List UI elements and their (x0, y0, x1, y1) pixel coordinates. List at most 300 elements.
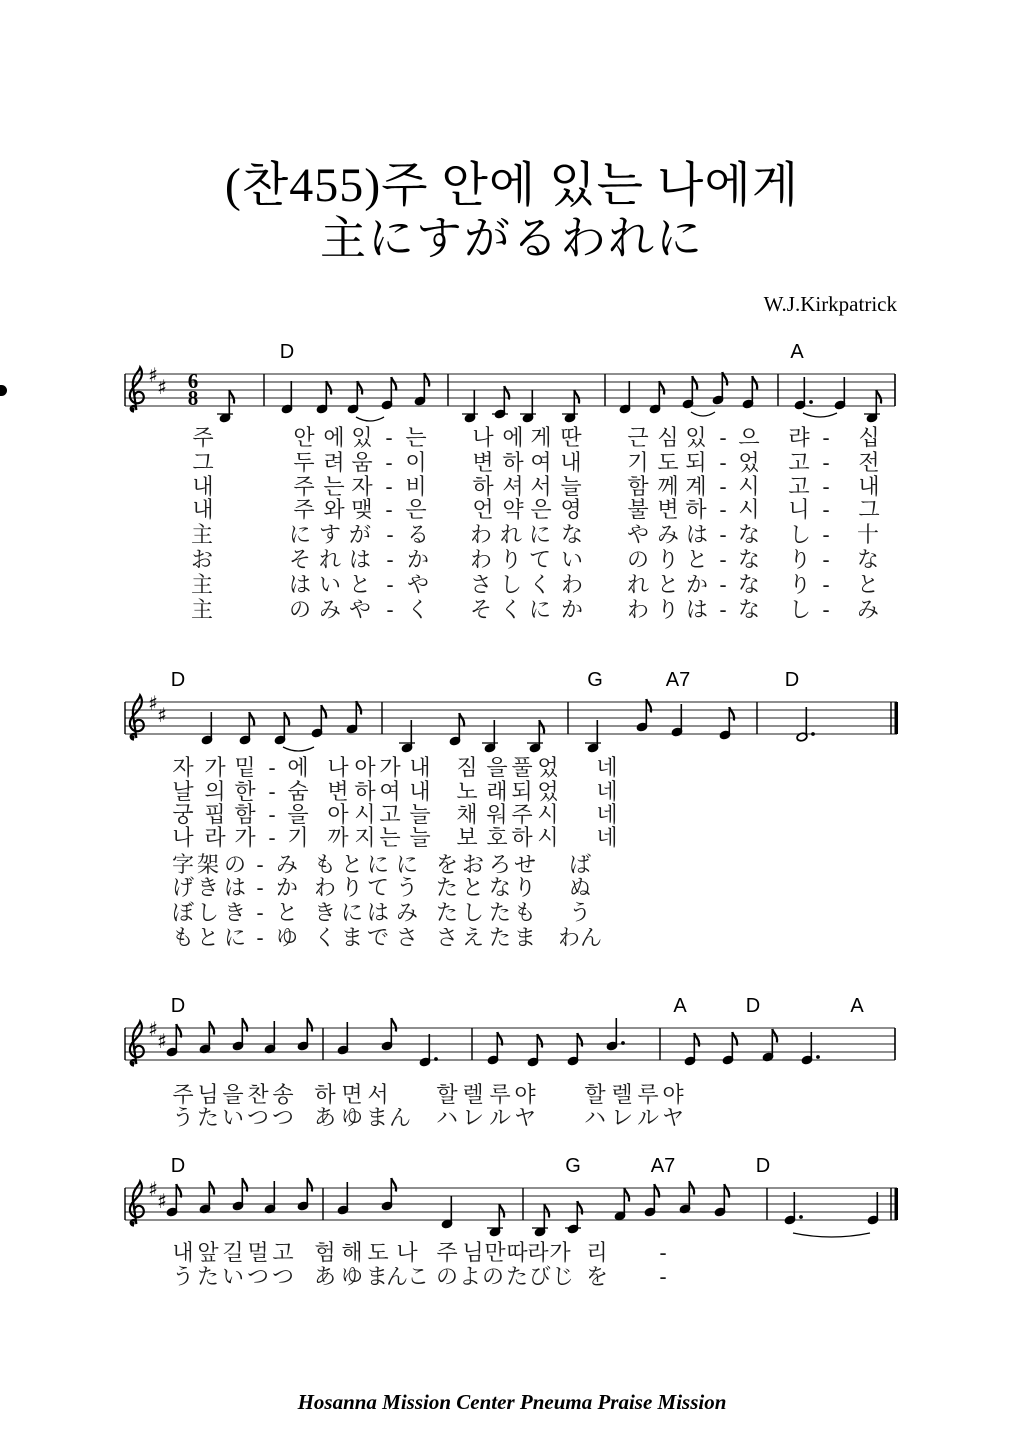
lyric-syllable: 라 (204, 825, 226, 850)
lyric-syllable: 었 (537, 755, 559, 780)
lyric-syllable: く (406, 597, 430, 622)
lyric-syllable: 는 (323, 474, 345, 499)
lyric-syllable: と (275, 900, 299, 925)
lyric-syllable: 가 (234, 825, 256, 850)
lyric-syllable: - (719, 474, 727, 499)
treble-clef-icon (131, 735, 135, 739)
lyric-syllable: 변 (327, 779, 349, 804)
lyric-syllable: ハ (583, 1105, 607, 1130)
lyric-syllable: ヤ (661, 1105, 685, 1130)
lyric-syllable: 기 (627, 450, 649, 475)
lyric-syllable: う (395, 875, 419, 900)
lyric-syllable: 고 (272, 1240, 294, 1265)
lyric-syllable: 늘 (409, 802, 431, 827)
lyric-syllable: お (461, 852, 485, 877)
lyric-syllable: 가 (379, 755, 401, 780)
lyric-syllable: り (340, 875, 364, 900)
lyric-syllable: - (822, 450, 830, 475)
lyric-syllable: ヤ (513, 1105, 537, 1130)
lyric-syllable: 주 (192, 425, 214, 450)
lyric-syllable: 변 (472, 450, 494, 475)
lyric-syllable: き (196, 875, 220, 900)
lyric-syllable: み (856, 597, 880, 622)
lyric-syllable: - (659, 1240, 667, 1265)
lyric-syllable: さ (395, 925, 419, 950)
lyric-syllable: 내 (409, 755, 431, 780)
lyric-syllable: 네 (596, 802, 618, 827)
lyric-syllable: 계 (685, 474, 707, 499)
chord-label: D (170, 1155, 186, 1177)
lyric-syllable: じ (551, 1264, 575, 1289)
lyric-syllable: 만 (484, 1240, 506, 1265)
lyric-syllable: 고 (788, 450, 810, 475)
sharp-icon: ♯ (157, 375, 167, 399)
lyric-syllable: れ (318, 547, 342, 572)
lyric-syllable: と (656, 572, 680, 597)
lyric-syllable: 고 (788, 474, 810, 499)
lyric-syllable: に (223, 925, 247, 950)
lyric-syllable: - (386, 547, 394, 572)
lyric-syllable: - (386, 597, 394, 622)
lyric-syllable: 주 (293, 474, 315, 499)
lyric-syllable: 가 (549, 1240, 571, 1265)
chord-label: A (850, 995, 864, 1017)
lyric-syllable: や (348, 597, 372, 622)
lyric-syllable: - (385, 425, 393, 450)
lyric-syllable: 전 (858, 450, 880, 475)
lyric-syllable: 여 (379, 779, 401, 804)
lyric-syllable: す (318, 522, 342, 547)
lyric-syllable: に (528, 522, 552, 547)
lyric-syllable: よ (458, 1264, 482, 1289)
lyric-syllable: 보 (456, 825, 478, 850)
lyric-syllable: 었 (738, 450, 760, 475)
lyric-syllable: み (656, 522, 680, 547)
treble-clef-icon (131, 1221, 135, 1225)
lyric-syllable: 은 (530, 497, 552, 522)
sharp-icon: ♯ (148, 691, 158, 715)
lyric-syllable: 날 (172, 779, 194, 804)
lyric-syllable: た (435, 875, 459, 900)
lyric-syllable: ば (568, 852, 592, 877)
lyric-syllable: 자 (351, 474, 373, 499)
lyric-syllable: 한 (234, 779, 256, 804)
lyric-syllable: う (171, 1264, 195, 1289)
lyric-syllable: 할 (584, 1082, 606, 1107)
lyric-syllable: 十 (856, 522, 880, 547)
lyric-syllable: - (822, 474, 830, 499)
lyric-syllable: ぬ (568, 875, 592, 900)
chord-label: D (170, 669, 186, 691)
lyric-syllable: - (719, 497, 727, 522)
lyric-syllable: 니 (788, 497, 810, 522)
lyric-syllable: 主 (190, 572, 214, 597)
lyric-syllable: 主 (190, 597, 214, 622)
lyric-syllable: れ (626, 572, 650, 597)
lyric-syllable: 나 (327, 755, 349, 780)
lyric-syllable: 노 (456, 779, 478, 804)
lyric-syllable: 나 (472, 425, 494, 450)
lyric-syllable: レ (610, 1105, 634, 1130)
lyric-syllable: み (318, 597, 342, 622)
lyric-syllable: - (385, 450, 393, 475)
lyric-syllable: - (386, 572, 394, 597)
lyric-syllable: 길 (222, 1240, 244, 1265)
lyric-syllable: 있 (351, 425, 373, 450)
lyric-syllable: 비 (405, 474, 427, 499)
lyric-syllable: - (822, 522, 830, 547)
lyric-syllable: 아 (354, 755, 376, 780)
lyric-syllable: 앞 (197, 1240, 219, 1265)
lyric-syllable: 하 (502, 450, 524, 475)
lyric-syllable: 시 (537, 825, 559, 850)
lyric-syllable: 을 (486, 755, 508, 780)
final-barline (895, 702, 899, 734)
lyric-syllable: 와 (323, 497, 345, 522)
lyric-syllable: 으 (738, 425, 760, 450)
lyric-syllable: ま (513, 925, 537, 950)
lyric-syllable: 내 (560, 450, 582, 475)
lyric-syllable: - (256, 875, 264, 900)
lyric-syllable: - (719, 597, 727, 622)
lyric-syllable: く (499, 597, 523, 622)
lyric-syllable: 래 (486, 779, 508, 804)
chord-label: A7 (665, 669, 691, 691)
augmentation-dot (816, 1055, 820, 1059)
lyric-syllable: 짐 (456, 755, 478, 780)
lyric-syllable: え (461, 925, 485, 950)
lyric-syllable: ろ (488, 852, 512, 877)
lyric-syllable: た (505, 1264, 529, 1289)
lyric-syllable: - (719, 547, 727, 572)
lyric-syllable: 찬 (247, 1082, 269, 1107)
lyric-syllable: 나 (172, 825, 194, 850)
augmentation-dot (621, 1041, 625, 1045)
title-japanese: 主にすがるわれに (320, 213, 704, 264)
chord-label: A7 (650, 1155, 676, 1177)
lyric-syllable: に (288, 522, 312, 547)
lyric-syllable: が (348, 522, 372, 547)
lyric-syllable: は (366, 900, 390, 925)
lyric-syllable: げ (171, 875, 195, 900)
lyric-syllable: 架 (196, 852, 220, 877)
lyric-syllable: び (528, 1264, 552, 1289)
lyric-syllable: わ (469, 547, 493, 572)
lyric-syllable: - (659, 1264, 667, 1289)
lyric-syllable: 하 (511, 825, 533, 850)
lyric-syllable: な (488, 875, 512, 900)
lyric-syllable: と (340, 852, 364, 877)
lyric-syllable: の (223, 852, 247, 877)
lyric-syllable: 할 (436, 1082, 458, 1107)
lyric-syllable: 지 (354, 825, 376, 850)
lyric-syllable: 는 (379, 825, 401, 850)
lyric-syllable: く (528, 572, 552, 597)
lyric-syllable: 시 (354, 802, 376, 827)
lyric-syllable: - (256, 900, 264, 925)
lyric-syllable: わ (469, 522, 493, 547)
treble-clef-icon (131, 1061, 135, 1065)
lyric-syllable: 이 (405, 450, 427, 475)
lyric-syllable: み (395, 900, 419, 925)
lyric-syllable: 자 (172, 755, 194, 780)
lyric-syllable: と (196, 925, 220, 950)
lyric-syllable: 렐 (611, 1082, 633, 1107)
lyric-syllable: り (788, 547, 812, 572)
lyric-syllable: や (406, 572, 430, 597)
lyric-syllable: と (461, 875, 485, 900)
lyric-syllable: - (386, 522, 394, 547)
lyric-syllable: 시 (738, 497, 760, 522)
lyric-syllable: ル (488, 1105, 512, 1130)
lyric-syllable: 그 (192, 450, 214, 475)
lyric-syllable: は (685, 597, 709, 622)
lyric-syllable: 여 (530, 450, 552, 475)
augmentation-dot (811, 732, 815, 736)
lyric-syllable: 도 (657, 450, 679, 475)
lyric-syllable: 네 (596, 825, 618, 850)
lyric-syllable: ル (636, 1105, 660, 1130)
lyric-syllable: あ (313, 1105, 337, 1130)
lyric-syllable: 늘 (409, 825, 431, 850)
lyric-syllable: く (313, 925, 337, 950)
footer-credit: Hosanna Mission Center Pneuma Praise Mission (297, 1390, 727, 1414)
lyric-syllable: 두 (293, 450, 315, 475)
lyric-syllable: 있 (685, 425, 707, 450)
lyric-syllable: 셔 (502, 474, 524, 499)
lyric-syllable: で (366, 925, 390, 950)
lyric-syllable: 기 (287, 825, 309, 850)
lyric-syllable: 아 (327, 802, 349, 827)
lyric-syllable: 그 (858, 497, 880, 522)
chord-label: A (673, 995, 687, 1017)
lyric-syllable: 서 (367, 1082, 389, 1107)
lyric-syllable: か (560, 597, 584, 622)
lyric-syllable: に (366, 852, 390, 877)
lyric-syllable: は (348, 547, 372, 572)
lyric-syllable: 에 (287, 755, 309, 780)
lyric-syllable: も (171, 925, 195, 950)
slur (283, 747, 314, 751)
lyric-syllable: - (268, 779, 276, 804)
lyric-syllable: つ (271, 1264, 295, 1289)
lyric-syllable: 주 (293, 497, 315, 522)
time-signature: 6 (187, 369, 199, 393)
lyric-syllable: 면 (341, 1082, 363, 1107)
lyric-syllable: あ (313, 1264, 337, 1289)
augmentation-dot (809, 400, 813, 404)
lyric-syllable: う (568, 900, 592, 925)
lyric-syllable: し (788, 522, 812, 547)
lyric-syllable: 었 (537, 779, 559, 804)
lyric-syllable: り (656, 597, 680, 622)
slur (803, 413, 837, 417)
augmentation-dot (799, 1215, 803, 1219)
lyric-syllable: き (223, 900, 247, 925)
lyric-syllable: か (685, 572, 709, 597)
lyric-syllable: 시 (537, 802, 559, 827)
lyric-syllable: 내 (172, 1240, 194, 1265)
lyric-syllable: 불 (627, 497, 649, 522)
lyric-syllable: 을 (222, 1082, 244, 1107)
lyric-syllable: - (719, 572, 727, 597)
lyric-syllable: 께 (657, 474, 679, 499)
lyric-syllable: 변 (657, 497, 679, 522)
lyric-syllable: 야 (514, 1082, 536, 1107)
title-korean: (찬455)주 안에 있는 나에게 (224, 159, 800, 212)
lyric-syllable: ま (365, 1105, 389, 1130)
lyric-syllable: - (268, 802, 276, 827)
lyric-syllable: に (528, 597, 552, 622)
lyric-syllable: ぼ (171, 900, 195, 925)
lyric-syllable: 하 (354, 779, 376, 804)
lyric-syllable: 라 (527, 1240, 549, 1265)
lyric-syllable: や (626, 522, 650, 547)
lyric-syllable: を (585, 1264, 609, 1289)
lyric-syllable: き (313, 900, 337, 925)
lyric-syllable: 내 (192, 474, 214, 499)
lyric-syllable: - (719, 522, 727, 547)
final-barline (895, 1188, 899, 1220)
lyric-syllable: り (656, 547, 680, 572)
lyric-syllable: - (385, 497, 393, 522)
lyric-syllable: 약 (502, 497, 524, 522)
lyric-syllable: た (435, 900, 459, 925)
lyric-syllable: り (788, 572, 812, 597)
sharp-icon: ♯ (148, 1177, 158, 1201)
lyric-syllable: 하 (472, 474, 494, 499)
lyric-syllable: 딴 (560, 425, 582, 450)
lyric-syllable: 내 (858, 474, 880, 499)
lyric-syllable: 함 (627, 474, 649, 499)
lyric-syllable: 님 (197, 1082, 219, 1107)
lyric-syllable: つ (246, 1264, 270, 1289)
lyric-syllable: ハ (435, 1105, 459, 1130)
lyric-syllable: 렐 (462, 1082, 484, 1107)
lyric-syllable: 호 (486, 825, 508, 850)
lyric-syllable: わ (313, 875, 337, 900)
lyric-syllable: 송 (272, 1082, 294, 1107)
lyric-syllable: 주 (511, 802, 533, 827)
lyric-syllable: て (528, 547, 552, 572)
lyric-syllable: わ (560, 572, 584, 597)
lyric-syllable: を (435, 852, 459, 877)
lyric-syllable: 십 (858, 425, 880, 450)
lyric-syllable: い (221, 1264, 245, 1289)
lyric-syllable: て (366, 875, 390, 900)
sharp-icon: ♯ (148, 1017, 158, 1041)
lyric-syllable: 되 (685, 450, 707, 475)
lyric-syllable: た (488, 900, 512, 925)
lyric-syllable: の (288, 597, 312, 622)
lyric-syllable: 해 (341, 1240, 363, 1265)
lyric-syllable: か (406, 547, 430, 572)
lyric-syllable: る (406, 522, 430, 547)
lyric-syllable: の (626, 547, 650, 572)
lyric-syllable: い (560, 547, 584, 572)
lyric-syllable: - (385, 474, 393, 499)
lyric-syllable: 字 (171, 852, 195, 877)
lyric-syllable: り (513, 875, 537, 900)
lyric-syllable: 늘 (560, 474, 582, 499)
lyric-syllable: 는 (405, 425, 427, 450)
lyric-syllable: 내 (192, 497, 214, 522)
sharp-icon: ♯ (157, 703, 167, 727)
lyric-syllable: も (313, 852, 337, 877)
chord-label: G (587, 669, 603, 691)
lyric-syllable: み (275, 852, 299, 877)
lyric-syllable: 루 (489, 1082, 511, 1107)
lyric-syllable: つ (246, 1105, 270, 1130)
lyric-syllable: し (461, 900, 485, 925)
lyric-syllable: 언 (472, 497, 494, 522)
chord-label: G (565, 1155, 581, 1177)
time-signature: 8 (187, 386, 199, 410)
lyric-syllable: の (435, 1264, 459, 1289)
lyric-syllable: 멀 (247, 1240, 269, 1265)
lyric-syllable: 심 (657, 425, 679, 450)
lyric-syllable: り (499, 547, 523, 572)
lyric-syllable: は (685, 522, 709, 547)
lyric-syllable: 나 (396, 1240, 418, 1265)
lyric-syllable: - (822, 547, 830, 572)
lyric-syllable: - (719, 450, 727, 475)
lyric-syllable: そ (469, 597, 493, 622)
lyric-syllable: さ (469, 572, 493, 597)
augmentation-dot (434, 1057, 438, 1061)
lyric-syllable: た (488, 925, 512, 950)
lyric-syllable: 핍 (204, 802, 226, 827)
lyric-syllable: は (288, 572, 312, 597)
lyric-syllable: 에 (502, 425, 524, 450)
lyric-syllable: - (822, 572, 830, 597)
composer-credit: W.J.Kirkpatrick (763, 292, 897, 316)
lyric-syllable: 게 (530, 425, 552, 450)
lyric-syllable: 서 (530, 474, 552, 499)
lyric-syllable: 영 (560, 497, 582, 522)
lyric-syllable: も (513, 900, 537, 925)
lyric-syllable: た (196, 1105, 220, 1130)
lyric-syllable: こ (406, 1264, 430, 1289)
lyric-syllable: わん (557, 925, 603, 950)
chord-label: D (755, 1155, 771, 1177)
lyric-syllable: 에 (323, 425, 345, 450)
lyric-syllable: つ (271, 1105, 295, 1130)
lyric-syllable: ま (340, 925, 364, 950)
lyric-syllable: し (788, 597, 812, 622)
lyric-syllable: レ (461, 1105, 485, 1130)
lyric-syllable: 내 (409, 779, 431, 804)
lyric-syllable: そ (288, 547, 312, 572)
lyric-syllable: な (737, 572, 761, 597)
lyric-syllable: ん (388, 1105, 412, 1130)
lyric-syllable: 풀 (511, 755, 533, 780)
lyric-syllable: 주 (436, 1240, 458, 1265)
lyric-syllable: ま (365, 1264, 389, 1289)
lyric-syllable: 밑 (234, 755, 256, 780)
lyric-syllable: の (481, 1264, 505, 1289)
sharp-icon: ♯ (157, 1189, 167, 1213)
lyric-syllable: た (196, 1264, 220, 1289)
lyric-syllable: 님 (462, 1240, 484, 1265)
lyric-syllable: な (737, 547, 761, 572)
lyric-syllable: 워 (486, 802, 508, 827)
lyric-syllable: わ (626, 597, 650, 622)
lyric-syllable: 숨 (287, 779, 309, 804)
lyric-syllable: 되 (511, 779, 533, 804)
lyric-syllable: 움 (351, 450, 373, 475)
lyric-syllable: 의 (204, 779, 226, 804)
